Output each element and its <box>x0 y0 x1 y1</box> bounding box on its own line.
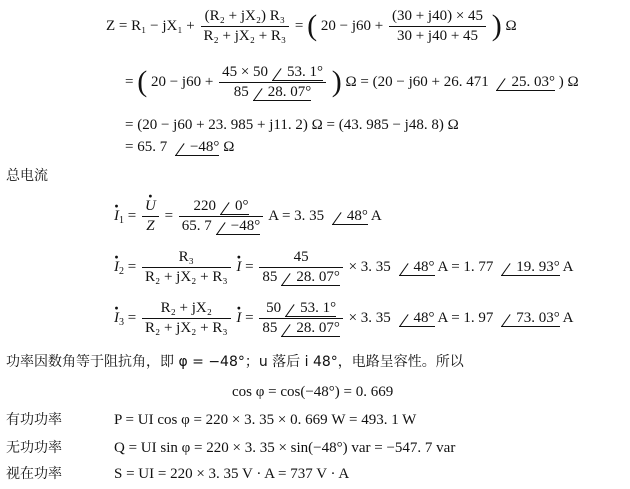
i1-eq: = <box>127 207 137 224</box>
i1-unit: A <box>370 207 382 224</box>
z-frac2-numerator: (30 + j40) × 45 <box>389 8 486 27</box>
z-equation-line-3 <box>125 116 459 134</box>
z2-angle: 25. 03° <box>496 74 555 91</box>
active-power-row <box>6 411 417 429</box>
i1-rhs: A = 3. 35 <box>268 207 325 224</box>
i2-frac2-num: 45 <box>259 249 343 268</box>
total-current-label: 总电流 <box>6 168 48 184</box>
apparent-power-label: 视在功率 <box>6 466 62 482</box>
z-frac1-numerator: (R₂ + jX₂) R₃ <box>201 8 290 27</box>
cos-equation: cos φ = cos(−48°) = 0. 669 <box>232 384 394 400</box>
i2-sub: 2 <box>119 265 124 277</box>
z-unit: Ω <box>505 17 517 34</box>
i2-i: I · <box>236 258 241 276</box>
i2-angle-1: 48° <box>399 259 435 276</box>
i3-angle-2: 73. 03° <box>501 310 560 327</box>
i1-equation <box>114 198 382 235</box>
i3-frac2-den-angle: 28. 07° <box>281 320 340 337</box>
i1-sub: 1 <box>119 214 124 226</box>
z-equation-line-2: = ( 20 − j60 + $\frac{45 \times 50 53. 1^\circ}{85 28. 07^\circ}$ ) Ω = (20 − j60 + 26. 471 25. 03° ) Ω <box>125 64 579 100</box>
z2-mid: Ω = (20 − j60 + 26. 471 <box>345 73 489 90</box>
z-fraction-1 <box>201 8 290 45</box>
z2-fraction <box>219 64 326 101</box>
apparent-power-equation: S = UI = 220 × 3. 35 V · A = 737 V · A <box>114 466 350 482</box>
i1-rhs-angle: 48° <box>332 208 368 225</box>
i2-mid: A = 1. 77 <box>437 258 494 275</box>
active-power-label: 有功功率 <box>6 412 62 428</box>
z-equation-line-4 <box>125 138 234 156</box>
i1-frac2-num-angle: 0° <box>220 198 249 215</box>
i3-equation: $I \cdot_3$ = $\frac{\text{R₂ + jX₂}}{\text{R₂ + jX₂ + R₃}}$ I · = $\frac{50 53. 1^\circ}{85 28. 07^\circ}$ × 3. 35 48° A = 1. 97 73. 03° A <box>114 300 573 337</box>
z4-left: = 65. 7 <box>125 139 168 155</box>
i1-frac-num: U · <box>145 198 156 215</box>
reactive-power-equation: Q = UI sin φ = 220 × 3. 35 × sin(−48°) var = −547. 7 var <box>114 440 456 456</box>
z2-prefix: = <box>125 73 134 90</box>
z4-unit: Ω <box>223 139 235 155</box>
z-frac2-denominator: 30 + j40 + 45 <box>396 28 479 44</box>
i3-frac-num: R₂ + jX₂ <box>142 300 231 319</box>
i3-angle-1: 48° <box>399 310 435 327</box>
z3-text: = (20 − j60 + 23. 985 + j11. 2) Ω = (43. 985 − j48. 8) Ω <box>125 117 459 133</box>
z-lhs: Z = R₁ − jX₁ + <box>106 17 195 34</box>
z-eq: = <box>294 17 304 34</box>
i1-fraction-2 <box>179 198 263 235</box>
i1-lhs: I · <box>114 207 119 225</box>
i2-frac-num: R₃ <box>142 249 231 268</box>
i2-fraction <box>142 249 231 286</box>
z2-frac-num-angle: 53. 1° <box>272 64 323 81</box>
i2-angle-2: 19. 93° <box>501 259 560 276</box>
z-part1: 20 − j60 + <box>320 17 384 34</box>
i3-frac2-num-left: 50 <box>266 300 282 316</box>
reactive-power-row <box>6 439 456 457</box>
z2-part1: 20 − j60 + <box>150 73 214 90</box>
i3-fraction-2 <box>259 300 343 337</box>
i3-sub: 3 <box>119 316 124 328</box>
reactive-power-label: 无功功率 <box>6 440 62 456</box>
i2-unit: A <box>562 258 574 275</box>
i1-fraction <box>142 198 159 235</box>
i3-mid: A = 1. 97 <box>437 309 494 326</box>
z-frac1-denominator: R₂ + jX₂ + R₃ <box>203 28 287 44</box>
i3-frac-den: R₂ + jX₂ + R₃ <box>144 320 228 336</box>
i2-equation: $I \cdot_2$ = $\frac{\text{R₃}}{\text{R₂ + jX₂ + R₃}}$ I · = $\frac{45}{85 28. 07^\circ}$ × 3. 35 48° A = 1. 77 19. 93° A <box>114 249 573 286</box>
i1-eq2: = <box>164 207 174 224</box>
z2-frac-den-left: 85 <box>233 84 249 100</box>
z2-frac-den-angle: 28. 07° <box>253 84 312 101</box>
apparent-power-row <box>6 465 350 483</box>
i3-unit: A <box>562 309 574 326</box>
i1-frac2-den-angle: −48° <box>216 218 260 235</box>
i2-lhs: I · <box>114 258 119 276</box>
z-equation-line-1: Z = R₁ − jX₁ + $\frac{\text{(R₂ + jX₂) R₃}}{\text{R₂ + jX₂ + R₃}}$ = ( 20 − j60 + $\frac{(30 + j40) \times 45}{30 + j40 + 45}$ ) Ω <box>106 8 517 44</box>
i2-frac-den: R₂ + jX₂ + R₃ <box>144 269 228 285</box>
i2-mult: × 3. 35 <box>348 258 391 275</box>
i3-lhs: I · <box>114 309 119 327</box>
i2-frac2-den-angle: 28. 07° <box>281 269 340 286</box>
z2-end: ) Ω <box>558 73 579 90</box>
i1-frac2-den-left: 65. 7 <box>181 218 212 234</box>
i2-fraction-2 <box>259 249 343 286</box>
z-fraction-2 <box>389 8 486 45</box>
i1-frac2-num-left: 220 <box>193 198 217 214</box>
i1-frac-den: Z <box>146 218 155 234</box>
z2-frac-num-left: 45 × 50 <box>222 64 269 80</box>
i3-i: I · <box>236 309 241 327</box>
i3-fraction <box>142 300 231 337</box>
i3-frac2-den-left: 85 <box>262 320 278 336</box>
active-power-equation: P = UI cos φ = 220 × 3. 35 × 0. 669 W = 493. 1 W <box>114 412 417 428</box>
i2-frac2-den-left: 85 <box>262 269 278 285</box>
i3-frac2-num-angle: 53. 1° <box>285 300 336 317</box>
i3-mult: × 3. 35 <box>348 309 391 326</box>
power-factor-sentence: 功率因数角等于阻抗角，即 φ = −48°；u 落后 i 48°，电路呈容性。所以 <box>6 354 464 370</box>
z4-angle: −48° <box>175 139 219 156</box>
